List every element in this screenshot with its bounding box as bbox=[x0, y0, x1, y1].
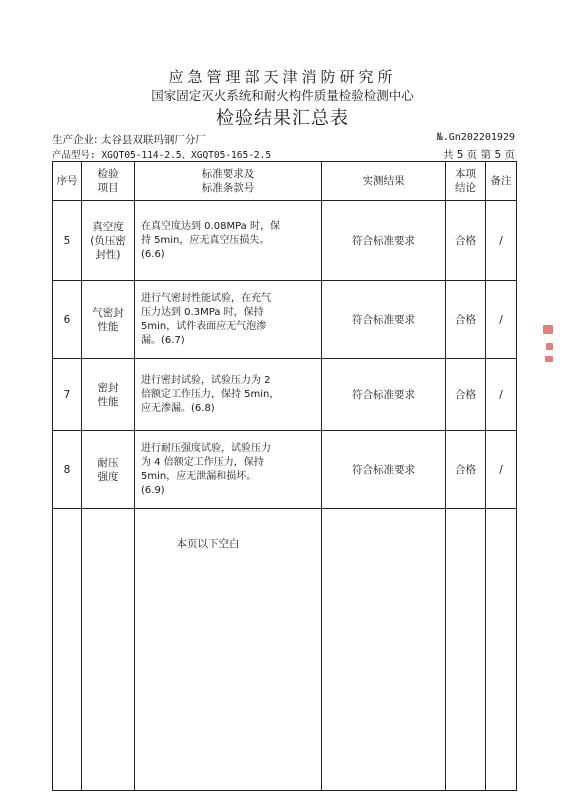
cell-item bbox=[82, 431, 135, 509]
text-line: (负压密 bbox=[90, 234, 126, 247]
text-line: 气密封 bbox=[92, 306, 124, 319]
table-row bbox=[53, 431, 517, 509]
cell-result: 符合标准要求 bbox=[322, 201, 446, 281]
text-line: 进行气密封性能试验，在充气 bbox=[141, 292, 271, 304]
table-row bbox=[53, 201, 517, 281]
col-header-requirement: 标准要求及 标准条款号 bbox=[135, 162, 322, 201]
text-line: 性能 bbox=[97, 395, 119, 408]
cell-note: / bbox=[486, 201, 517, 281]
text-line: 耐压 bbox=[97, 456, 119, 469]
model-line: 产品型号: XGQT05-114-2.5、XGQT05-165-2.5 bbox=[52, 150, 272, 161]
cell-result: 符合标准要求 bbox=[322, 359, 446, 431]
cell-requirement bbox=[135, 431, 322, 509]
seal-mark bbox=[546, 343, 553, 350]
table-row bbox=[53, 359, 517, 431]
table-header-row bbox=[53, 162, 517, 201]
cell-no: 5 bbox=[53, 201, 82, 281]
seal-mark bbox=[545, 356, 553, 362]
text-line: 压力达到 0.3MPa 时，保持 bbox=[141, 306, 264, 318]
cell-note: / bbox=[486, 431, 517, 509]
text-line: 密封 bbox=[97, 381, 119, 394]
results-table bbox=[52, 161, 517, 791]
cell-verdict bbox=[446, 509, 486, 791]
producer-line: 生产企业: 太谷县双联玛钢厂分厂 bbox=[52, 134, 206, 146]
table-row bbox=[53, 281, 517, 359]
org-name: 应急管理部天津消防研究所 bbox=[168, 68, 397, 86]
seal-mark bbox=[543, 325, 553, 334]
text-line: (6.6) bbox=[141, 248, 165, 260]
text-line: (6.9) bbox=[141, 484, 165, 496]
text-line: 为 4 倍额定工作压力，保持 bbox=[141, 456, 264, 468]
cell-verdict: 合格 bbox=[446, 201, 486, 281]
cell-note: / bbox=[486, 281, 517, 359]
cell-result: 符合标准要求 bbox=[322, 281, 446, 359]
cell-item bbox=[82, 281, 135, 359]
cell-verdict: 合格 bbox=[446, 431, 486, 509]
cell-item bbox=[82, 359, 135, 431]
text-line: 封性) bbox=[95, 248, 121, 261]
page-info: 共 5 页 第 5 页 bbox=[442, 149, 515, 161]
cell-requirement-blank bbox=[135, 509, 322, 791]
blank-note: 本页以下空白 bbox=[176, 538, 240, 550]
text-line: 5min，应无泄漏和损坏。 bbox=[141, 470, 257, 482]
cell-result: 符合标准要求 bbox=[322, 431, 446, 509]
col-header-result: 实测结果 bbox=[322, 162, 446, 201]
text-line: 进行密封试验，试验压力为 2 bbox=[141, 374, 271, 386]
text-line: 进行耐压强度试验，试验压力 bbox=[141, 442, 271, 454]
text-line: 性能 bbox=[97, 320, 119, 333]
cell-no: 7 bbox=[53, 359, 82, 431]
col-header-no: 序号 bbox=[53, 162, 82, 201]
text-line: 持 5min，应无真空压损失。 bbox=[141, 234, 270, 246]
cell-requirement bbox=[135, 359, 322, 431]
cell-note bbox=[486, 509, 517, 791]
text-line: 强度 bbox=[97, 470, 119, 483]
cell-no bbox=[53, 509, 82, 791]
text-line: 漏。(6.7) bbox=[141, 334, 185, 346]
table-row-blank bbox=[53, 509, 517, 791]
cell-no: 8 bbox=[53, 431, 82, 509]
cell-verdict: 合格 bbox=[446, 359, 486, 431]
cell-item bbox=[82, 201, 135, 281]
cell-result bbox=[322, 509, 446, 791]
cell-requirement bbox=[135, 281, 322, 359]
col-header-note: 备注 bbox=[486, 162, 517, 201]
text-line: 5min，试件表面应无气泡渗 bbox=[141, 320, 267, 332]
text-line: 在真空度达到 0.08MPa 时，保 bbox=[141, 220, 280, 232]
text-line: 真空度 bbox=[92, 220, 124, 233]
col-header-item: 检验 项目 bbox=[82, 162, 135, 201]
text-line: 倍额定工作压力，保持 5min， bbox=[141, 388, 280, 400]
col-header-verdict: 本项 结论 bbox=[446, 162, 486, 201]
cell-requirement bbox=[135, 201, 322, 281]
report-number: №.Gn202201929 bbox=[436, 132, 515, 143]
cell-verdict: 合格 bbox=[446, 281, 486, 359]
cell-note: / bbox=[486, 359, 517, 431]
text-line: 应无渗漏。(6.8) bbox=[141, 402, 215, 414]
center-name: 国家固定灭火系统和耐火构件质量检验检测中心 bbox=[151, 88, 414, 103]
document-title: 检验结果汇总表 bbox=[216, 108, 349, 129]
cell-no: 6 bbox=[53, 281, 82, 359]
